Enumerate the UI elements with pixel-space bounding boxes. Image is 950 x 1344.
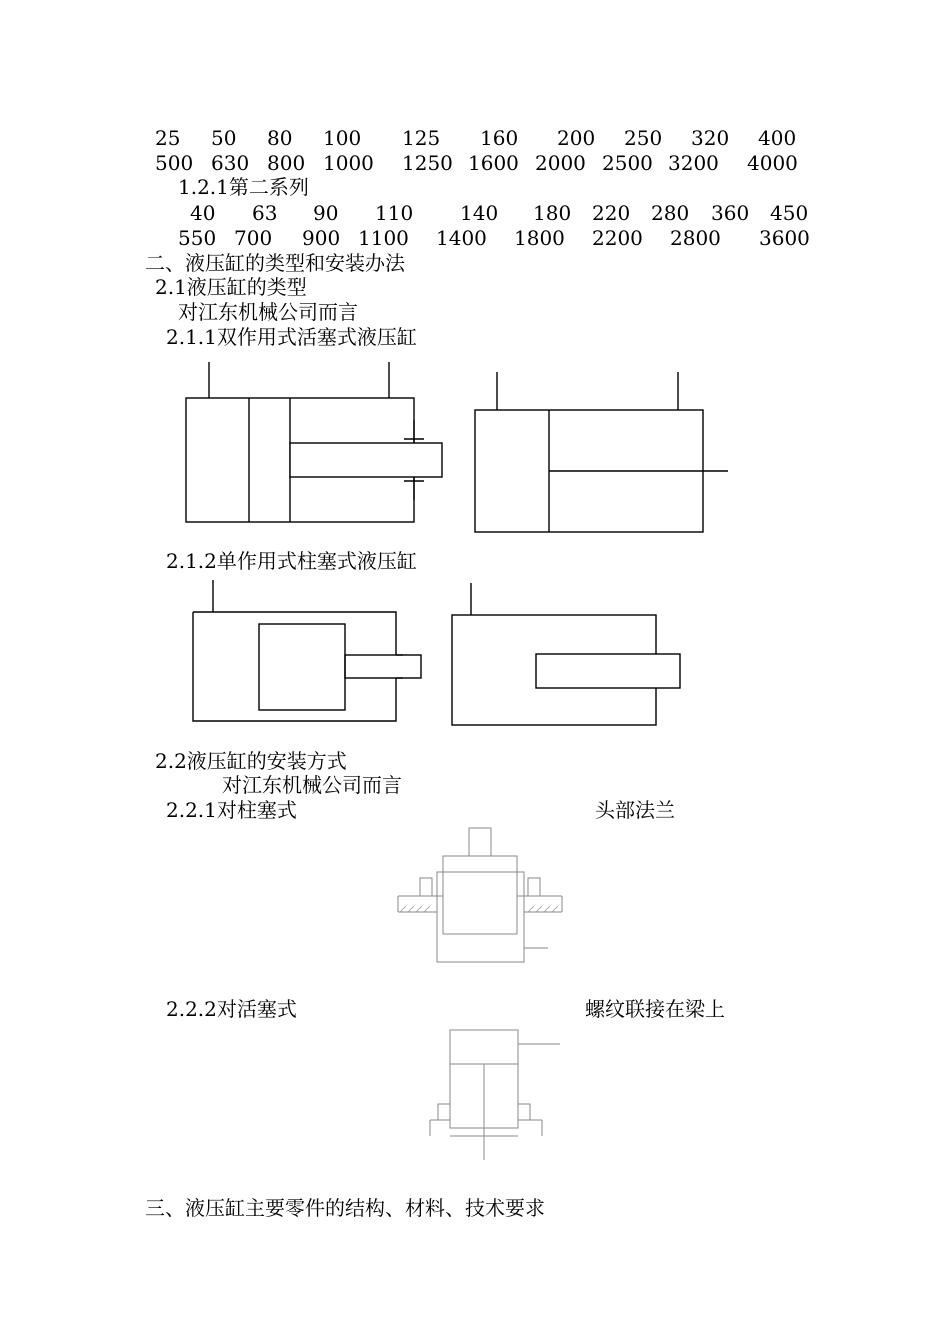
section3-title: 三、液压缸主要零件的结构、材料、技术要求 [145,1196,545,1220]
series-value: 63 [252,201,278,225]
series-value: 280 [651,201,690,225]
plunger-cylinder-drawing-a [193,580,421,721]
double-acting-cylinder-drawing-a [186,362,442,522]
series-value: 1250 [402,151,453,175]
section2-2-heading: 2.2液压缸的安装方式 [155,749,347,773]
series-value: 50 [211,126,237,150]
series-value: 250 [624,126,663,150]
section2-1-2-heading: 2.1.2单作用式柱塞式液压缸 [166,549,417,573]
series-value: 630 [211,151,250,175]
series-value: 500 [155,151,194,175]
ground-hatch [400,906,558,912]
series-value: 400 [758,126,797,150]
beam-thread-mount-drawing [430,1030,560,1160]
series-value: 700 [234,226,273,250]
series-value: 100 [323,126,362,150]
section2-2-2-heading: 2.2.2对活塞式 [166,997,297,1021]
series-value: 90 [313,201,339,225]
section2-1-note: 对江东机械公司而言 [178,300,358,324]
series-value: 2200 [592,226,643,250]
section2-title: 二、液压缸的类型和安装办法 [145,251,405,275]
beam-thread-label: 螺纹联接在梁上 [585,997,725,1021]
series-value: 1000 [323,151,374,175]
series-value: 25 [155,126,181,150]
series-value: 160 [480,126,519,150]
series-value: 4000 [747,151,798,175]
plunger-cylinder-drawing-b [452,583,680,725]
section2-2-note: 对江东机械公司而言 [222,773,402,797]
series-value: 450 [770,201,809,225]
series-value: 2000 [535,151,586,175]
section2-1-heading: 2.1液压缸的类型 [155,275,307,299]
series-value: 1800 [514,226,565,250]
series-value: 80 [267,126,293,150]
series-value: 200 [557,126,596,150]
series-value: 140 [460,201,499,225]
series-value: 800 [267,151,306,175]
head-flange-mount-drawing [398,828,562,962]
series-value: 180 [533,201,572,225]
series-value: 40 [190,201,216,225]
head-flange-label: 头部法兰 [595,798,675,822]
series-value: 550 [178,226,217,250]
series-value: 360 [711,201,750,225]
section2-1-1-heading: 2.1.1双作用式活塞式液压缸 [166,325,417,349]
series-value: 320 [691,126,730,150]
series2-heading: 1.2.1第二系列 [178,175,309,199]
series-value: 3200 [668,151,719,175]
series-value: 1400 [436,226,487,250]
series-value: 900 [302,226,341,250]
series-value: 3600 [759,226,810,250]
series-value: 1600 [468,151,519,175]
series-value: 2500 [602,151,653,175]
series-value: 1100 [358,226,409,250]
series-value: 125 [402,126,441,150]
section2-2-1-heading: 2.2.1对柱塞式 [166,798,297,822]
double-acting-cylinder-drawing-b [475,372,728,532]
series-value: 110 [375,201,414,225]
series-value: 220 [592,201,631,225]
series-value: 2800 [670,226,721,250]
